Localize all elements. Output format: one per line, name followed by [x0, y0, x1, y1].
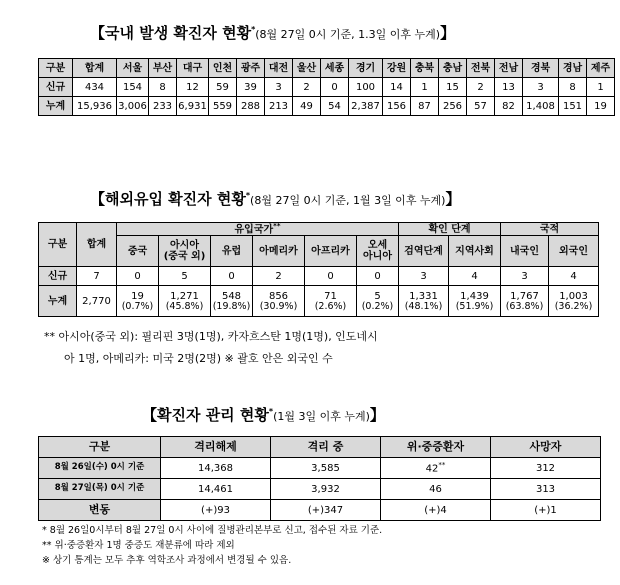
- domestic-row-label: 신규: [39, 78, 73, 97]
- management-footnote-2: ** 위·중증환자 1명 중증도 재분류에 따라 제외: [42, 540, 235, 551]
- overseas-subheader-cell: 지역사회: [449, 236, 501, 267]
- domestic-title-sub: (8월 27일 0시 기준, 1.3일 이후 누계): [255, 28, 441, 41]
- overseas-cum-pct: (0.2%): [361, 300, 394, 312]
- domestic-cell: 151: [559, 97, 587, 116]
- domestic-header-cell: 전남: [495, 59, 523, 78]
- overseas-cum-cell: [253, 286, 305, 317]
- overseas-cum-cell: [399, 286, 449, 317]
- management-cell-value: (+)347: [307, 504, 344, 516]
- overseas-h-nation: 국적: [501, 223, 599, 236]
- domestic-header-cell: 합계: [73, 59, 117, 78]
- management-cell: [381, 458, 491, 479]
- domestic-cell: 213: [265, 97, 293, 116]
- overseas-subheader-cell: 검역단계: [399, 236, 449, 267]
- overseas-subheader-cell: 아메리카: [253, 236, 305, 267]
- overseas-cum-pct: (2.6%): [314, 300, 347, 312]
- overseas-cum-value: 1,439: [460, 290, 489, 302]
- domestic-cell: 2: [467, 78, 495, 97]
- domestic-header-cell: 울산: [293, 59, 321, 78]
- management-cell: [161, 500, 271, 521]
- overseas-subheader-cell: 내국인: [501, 236, 549, 267]
- management-cell: [161, 479, 271, 500]
- domestic-cell: 19: [587, 97, 615, 116]
- overseas-cum-cell: [501, 286, 549, 317]
- domestic-cell: 2: [293, 78, 321, 97]
- domestic-cell: 3,006: [117, 97, 149, 116]
- domestic-cell: 59: [209, 78, 237, 97]
- overseas-h-inflow-sup: **: [273, 222, 281, 230]
- overseas-cum-pct: (48.1%): [404, 300, 443, 312]
- domestic-cell: 15,936: [73, 97, 117, 116]
- overseas-title-close: 】: [445, 190, 461, 208]
- management-header-cell: 격리 중: [271, 437, 381, 458]
- overseas-subheader-cell: 아시아 (중국 외): [159, 236, 211, 267]
- management-cell: [491, 479, 601, 500]
- management-cell-value: 313: [535, 483, 556, 495]
- management-cell-value: 312: [535, 462, 556, 474]
- management-title-sup: *: [268, 407, 274, 416]
- overseas-title-sub: (8월 27일 0시 기준, 1월 3일 이후 누계): [250, 194, 446, 207]
- overseas-h-total: 합계: [77, 223, 117, 267]
- domestic-cell: 6,931: [177, 97, 209, 116]
- overseas-title-text: 【해외유입 확진자 현황: [90, 190, 246, 208]
- overseas-cum-value: 1,003: [559, 290, 588, 302]
- domestic-header-cell: 광주: [237, 59, 265, 78]
- overseas-new-cell: 0: [117, 267, 159, 286]
- management-cell-value: 14,461: [198, 483, 233, 495]
- management-cell: [491, 458, 601, 479]
- management-row-label: 8월 27일(목) 0시 기준: [39, 479, 161, 500]
- overseas-cum-cell: [549, 286, 599, 317]
- management-cell: [271, 500, 381, 521]
- domestic-cell: 14: [383, 78, 411, 97]
- overseas-cum-value: 71: [324, 290, 337, 302]
- management-cell-value: 46: [429, 483, 442, 495]
- management-row: [39, 500, 601, 521]
- overseas-new-cell: 0: [211, 267, 253, 286]
- overseas-cum-cell: [357, 286, 399, 317]
- management-cell: [491, 500, 601, 521]
- domestic-cell: 100: [349, 78, 383, 97]
- domestic-header-cell: 대구: [177, 59, 209, 78]
- overseas-new-cell: 5: [159, 267, 211, 286]
- overseas-subheader-cell: 유럽: [211, 236, 253, 267]
- domestic-row-label: 누계: [39, 97, 73, 116]
- management-row: [39, 479, 601, 500]
- domestic-cell: 49: [293, 97, 321, 116]
- overseas-cum-value: 548: [221, 290, 242, 302]
- domestic-cell: 0: [321, 78, 349, 97]
- management-table: [38, 436, 601, 521]
- domestic-cell: 57: [467, 97, 495, 116]
- domestic-cell: 15: [439, 78, 467, 97]
- management-cell: [161, 458, 271, 479]
- management-title: [142, 404, 385, 425]
- management-cell-sup: **: [438, 460, 446, 469]
- domestic-title-text: 【국내 발생 확진자 현황: [90, 24, 252, 42]
- overseas-cum-pct: (0.7%): [121, 300, 154, 312]
- domestic-cell: 82: [495, 97, 523, 116]
- domestic-cell: 12: [177, 78, 209, 97]
- domestic-cell: 434: [73, 78, 117, 97]
- management-cell-value: 3,932: [311, 483, 340, 495]
- domestic-title-sup: *: [251, 25, 256, 34]
- management-cell-value: 42: [425, 463, 439, 475]
- management-cell-value: 3,585: [311, 462, 340, 474]
- domestic-cell: 2,387: [349, 97, 383, 116]
- domestic-header-cell: 강원: [383, 59, 411, 78]
- overseas-cum-value: 856: [268, 290, 289, 302]
- management-header-cell: 격리해제: [161, 437, 271, 458]
- domestic-header-cell: 구분: [39, 59, 73, 78]
- overseas-subheader-cell: 아프리카: [305, 236, 357, 267]
- overseas-row-label-new: 신규: [39, 267, 77, 286]
- domestic-header-cell: 인천: [209, 59, 237, 78]
- overseas-cum-value: 1,331: [409, 290, 438, 302]
- domestic-cell: 13: [495, 78, 523, 97]
- overseas-cum-pct: (36.2%): [554, 300, 593, 312]
- domestic-header-cell: 경남: [559, 59, 587, 78]
- domestic-header-cell: 세종: [321, 59, 349, 78]
- overseas-subheader-cell: 오세 아니아: [357, 236, 399, 267]
- management-title-close: 】: [369, 406, 385, 424]
- domestic-cell: 154: [117, 78, 149, 97]
- management-cell-value: 14,368: [198, 462, 233, 474]
- overseas-h-inflow: [117, 223, 399, 236]
- domestic-header-cell: 서울: [117, 59, 149, 78]
- domestic-cell: 288: [237, 97, 265, 116]
- management-header-row: [39, 437, 601, 458]
- overseas-new-cell: 3: [501, 267, 549, 286]
- management-footnote-3: ※ 상기 통계는 모두 추후 역학조사 과정에서 변경될 수 있음.: [42, 555, 292, 566]
- domestic-header-cell: 제주: [587, 59, 615, 78]
- overseas-note-1: ** 아시아(중국 외): 필리핀 3명(1명), 카자흐스탄 1명(1명), 인도네시: [44, 330, 378, 343]
- domestic-cell: 54: [321, 97, 349, 116]
- domestic-header-cell: 충북: [411, 59, 439, 78]
- overseas-cum-cell: [305, 286, 357, 317]
- overseas-h-confirm: 확인 단계: [399, 223, 501, 236]
- overseas-cum-pct: (45.8%): [165, 300, 204, 312]
- overseas-cum-pct: (63.8%): [505, 300, 544, 312]
- management-cell: [381, 479, 491, 500]
- domestic-cell: 39: [237, 78, 265, 97]
- overseas-note-2: 아 1명, 아메리카: 미국 2명(2명) ※ 괄호 안은 외국인 수: [64, 352, 333, 365]
- domestic-header-row: [39, 59, 615, 78]
- domestic-cell: 3: [265, 78, 293, 97]
- overseas-cum-value: 1,767: [510, 290, 539, 302]
- management-header-cell: 구분: [39, 437, 161, 458]
- domestic-title: [90, 22, 455, 43]
- domestic-header-cell: 경북: [523, 59, 559, 78]
- management-title-sub: (1월 3일 이후 누계): [273, 410, 370, 423]
- management-title-text: 【확진자 관리 현황: [142, 406, 269, 424]
- domestic-cell: 1,408: [523, 97, 559, 116]
- overseas-new-cell: 0: [305, 267, 357, 286]
- overseas-cum-value: 19: [131, 290, 144, 302]
- overseas-cum-value: 1,271: [170, 290, 199, 302]
- overseas-subheader-cell: 중국: [117, 236, 159, 267]
- overseas-h-gubun: 구분: [39, 223, 77, 267]
- domestic-cell: 8: [559, 78, 587, 97]
- management-footnote-1: * 8월 26일0시부터 8월 27일 0시 사이에 질병관리본부로 신고, 접수된 자료 기준.: [42, 525, 383, 536]
- overseas-cum-cell: [159, 286, 211, 317]
- overseas-cum-cell: [117, 286, 159, 317]
- domestic-cell: 1: [411, 78, 439, 97]
- management-row-label: 8월 26일(수) 0시 기준: [39, 458, 161, 479]
- domestic-cell: 559: [209, 97, 237, 116]
- domestic-cell: 8: [149, 78, 177, 97]
- management-cell: [271, 479, 381, 500]
- overseas-new-cell: 2: [253, 267, 305, 286]
- management-cell-value: (+)1: [534, 504, 557, 516]
- domestic-cell: 3: [523, 78, 559, 97]
- overseas-new-total: 7: [77, 267, 117, 286]
- domestic-cell: 156: [383, 97, 411, 116]
- domestic-row: [39, 78, 615, 97]
- domestic-cell: 256: [439, 97, 467, 116]
- domestic-title-close: 】: [440, 24, 456, 42]
- overseas-cum-total: 2,770: [77, 286, 117, 317]
- domestic-cell: 87: [411, 97, 439, 116]
- domestic-header-cell: 대전: [265, 59, 293, 78]
- overseas-subheader-cell: 외국인: [549, 236, 599, 267]
- overseas-title: [90, 188, 461, 209]
- overseas-table: [38, 222, 599, 317]
- overseas-cum-pct: (19.8%): [212, 300, 251, 312]
- overseas-new-cell: 0: [357, 267, 399, 286]
- overseas-cum-pct: (30.9%): [259, 300, 298, 312]
- management-header-cell: 위·중증환자: [381, 437, 491, 458]
- domestic-cell: 233: [149, 97, 177, 116]
- overseas-new-cell: 4: [549, 267, 599, 286]
- overseas-cum-pct: (51.9%): [455, 300, 494, 312]
- overseas-title-sup: *: [245, 191, 251, 200]
- management-header-cell: 사망자: [491, 437, 601, 458]
- management-row: [39, 458, 601, 479]
- management-cell: [381, 500, 491, 521]
- management-row-label: 변동: [39, 500, 161, 521]
- overseas-h-inflow-text: 유입국가: [234, 224, 274, 236]
- management-cell-value: (+)4: [424, 504, 447, 516]
- domestic-header-cell: 부산: [149, 59, 177, 78]
- overseas-row-label-cum: 누계: [39, 286, 77, 317]
- domestic-table: [38, 58, 615, 116]
- domestic-row: [39, 97, 615, 116]
- overseas-cum-value: 5: [374, 290, 381, 302]
- overseas-cum-cell: [449, 286, 501, 317]
- management-cell: [271, 458, 381, 479]
- overseas-cum-cell: [211, 286, 253, 317]
- overseas-new-cell: 4: [449, 267, 501, 286]
- domestic-cell: 1: [587, 78, 615, 97]
- domestic-header-cell: 경기: [349, 59, 383, 78]
- domestic-header-cell: 충남: [439, 59, 467, 78]
- management-cell-value: (+)93: [201, 504, 230, 516]
- domestic-header-cell: 전북: [467, 59, 495, 78]
- overseas-new-cell: 3: [399, 267, 449, 286]
